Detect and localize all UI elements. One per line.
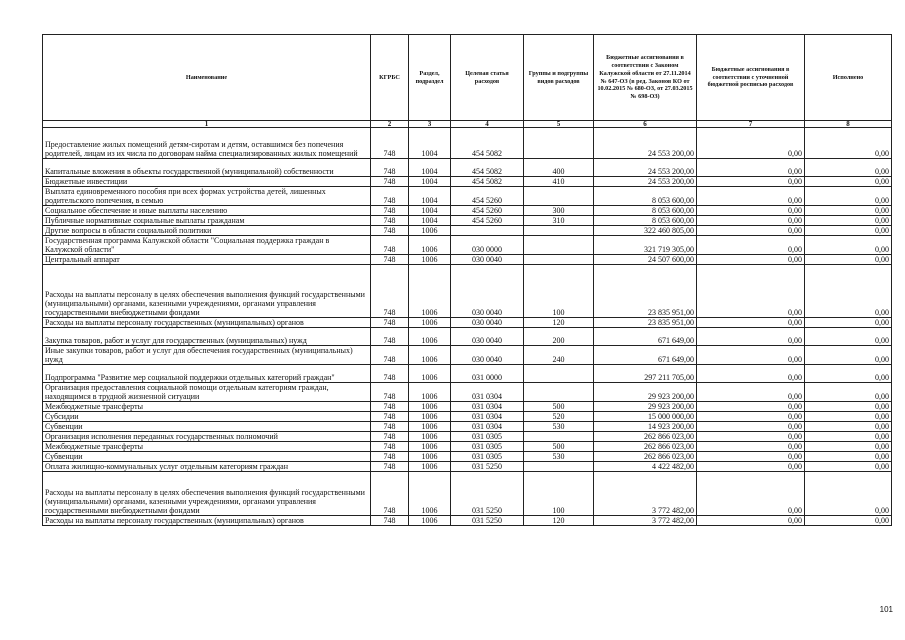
row-target: 031 0000 bbox=[451, 365, 524, 383]
row-budget: 29 923 200,00 bbox=[594, 402, 697, 412]
row-kgrbs: 748 bbox=[371, 383, 409, 402]
row-name: Организация предоставления социальной помощи отдельным категориям граждан, находящимся в трудной жизненной ситуации bbox=[43, 383, 371, 402]
row-kgrbs: 748 bbox=[371, 432, 409, 442]
table-row bbox=[43, 265, 892, 318]
row-kgrbs: 748 bbox=[371, 128, 409, 159]
row-refined: 0,00 bbox=[697, 432, 805, 442]
table-row bbox=[43, 216, 892, 226]
column-number: 2 bbox=[371, 121, 409, 128]
row-budget: 15 000 000,00 bbox=[594, 412, 697, 422]
row-group: 520 bbox=[524, 412, 594, 422]
row-razdel: 1006 bbox=[409, 365, 451, 383]
table-row bbox=[43, 472, 892, 516]
row-refined: 0,00 bbox=[697, 177, 805, 187]
row-target: 031 0304 bbox=[451, 422, 524, 432]
row-group: 100 bbox=[524, 265, 594, 318]
row-name: Межбюджетные трансферты bbox=[43, 402, 371, 412]
row-target: 454 5082 bbox=[451, 177, 524, 187]
row-name: Другие вопросы в области социальной политики bbox=[43, 226, 371, 236]
header-budget-refined: Бюджетные ассигнования в соответствии с уточненной бюджетной росписью расходов bbox=[697, 35, 805, 121]
row-executed: 0,00 bbox=[805, 216, 892, 226]
row-name: Расходы на выплаты персоналу государственных (муниципальных) органов bbox=[43, 516, 371, 526]
row-kgrbs: 748 bbox=[371, 159, 409, 177]
row-name: Государственная программа Калужской области "Социальная поддержка граждан в Калужской области" bbox=[43, 236, 371, 255]
page-number: 101 bbox=[879, 605, 893, 614]
row-kgrbs: 748 bbox=[371, 442, 409, 452]
row-razdel: 1006 bbox=[409, 328, 451, 346]
row-razdel: 1006 bbox=[409, 236, 451, 255]
row-razdel: 1006 bbox=[409, 472, 451, 516]
row-kgrbs: 748 bbox=[371, 226, 409, 236]
header-kgrbs: КГРБС bbox=[371, 35, 409, 121]
row-executed: 0,00 bbox=[805, 472, 892, 516]
row-executed: 0,00 bbox=[805, 206, 892, 216]
row-group: 530 bbox=[524, 452, 594, 462]
table-row bbox=[43, 412, 892, 422]
row-razdel: 1006 bbox=[409, 402, 451, 412]
row-executed: 0,00 bbox=[805, 328, 892, 346]
table-header-row bbox=[43, 35, 892, 121]
column-numbers-row bbox=[43, 121, 892, 128]
row-group: 200 bbox=[524, 328, 594, 346]
row-name: Расходы на выплаты персоналу в целях обеспечения выполнения функций государственными (муниципальными) органами, казенными учреждениями, органами управления государственными внебюджетными фондами bbox=[43, 472, 371, 516]
row-refined: 0,00 bbox=[697, 442, 805, 452]
row-razdel: 1006 bbox=[409, 265, 451, 318]
table-row bbox=[43, 442, 892, 452]
table-row bbox=[43, 365, 892, 383]
table-row bbox=[43, 177, 892, 187]
row-budget: 322 460 805,00 bbox=[594, 226, 697, 236]
row-kgrbs: 748 bbox=[371, 177, 409, 187]
header-groups: Группы и подгруппы видов расходов bbox=[524, 35, 594, 121]
row-group bbox=[524, 255, 594, 265]
row-budget: 24 553 200,00 bbox=[594, 177, 697, 187]
row-name: Субсидии bbox=[43, 412, 371, 422]
row-target: 454 5260 bbox=[451, 187, 524, 206]
row-refined: 0,00 bbox=[697, 159, 805, 177]
row-executed: 0,00 bbox=[805, 383, 892, 402]
row-budget: 3 772 482,00 bbox=[594, 472, 697, 516]
row-refined: 0,00 bbox=[697, 462, 805, 472]
row-refined: 0,00 bbox=[697, 402, 805, 412]
row-budget: 23 835 951,00 bbox=[594, 318, 697, 328]
row-refined: 0,00 bbox=[697, 318, 805, 328]
row-budget: 262 866 023,00 bbox=[594, 442, 697, 452]
row-kgrbs: 748 bbox=[371, 328, 409, 346]
row-razdel: 1006 bbox=[409, 442, 451, 452]
row-group: 100 bbox=[524, 472, 594, 516]
row-executed: 0,00 bbox=[805, 402, 892, 412]
row-executed: 0,00 bbox=[805, 177, 892, 187]
row-name: Иные закупки товаров, работ и услуг для обеспечения государственных (муниципальных) нужд bbox=[43, 346, 371, 365]
table-row bbox=[43, 383, 892, 402]
header-target: Целевая статья расходов bbox=[451, 35, 524, 121]
row-kgrbs: 748 bbox=[371, 402, 409, 412]
row-refined: 0,00 bbox=[697, 328, 805, 346]
row-refined: 0,00 bbox=[697, 265, 805, 318]
row-razdel: 1004 bbox=[409, 177, 451, 187]
row-kgrbs: 748 bbox=[371, 365, 409, 383]
row-target: 031 5250 bbox=[451, 472, 524, 516]
row-name: Социальное обеспечение и иные выплаты населению bbox=[43, 206, 371, 216]
row-executed: 0,00 bbox=[805, 422, 892, 432]
row-target: 030 0040 bbox=[451, 265, 524, 318]
row-group bbox=[524, 432, 594, 442]
row-kgrbs: 748 bbox=[371, 462, 409, 472]
row-budget: 29 923 200,00 bbox=[594, 383, 697, 402]
table-row bbox=[43, 236, 892, 255]
row-executed: 0,00 bbox=[805, 432, 892, 442]
table-row bbox=[43, 255, 892, 265]
row-refined: 0,00 bbox=[697, 128, 805, 159]
table-row bbox=[43, 462, 892, 472]
row-group: 120 bbox=[524, 516, 594, 526]
header-budget-law: Бюджетные ассигнования в соответствии с Законом Калужской области от 27.11.2014 № 647-ОЗ (в ред. Законов КО от 10.02.2015 № 680-ОЗ, от 27.03.2015 № 698-ОЗ) bbox=[594, 35, 697, 121]
row-executed: 0,00 bbox=[805, 412, 892, 422]
table-row bbox=[43, 432, 892, 442]
row-executed: 0,00 bbox=[805, 236, 892, 255]
row-refined: 0,00 bbox=[697, 365, 805, 383]
row-name: Выплата единовременного пособия при всех формах устройства детей, лишенных родительского попечения, в семью bbox=[43, 187, 371, 206]
row-group: 500 bbox=[524, 402, 594, 412]
row-group: 300 bbox=[524, 206, 594, 216]
row-refined: 0,00 bbox=[697, 452, 805, 462]
row-name: Публичные нормативные социальные выплаты гражданам bbox=[43, 216, 371, 226]
row-target: 031 5250 bbox=[451, 516, 524, 526]
row-name: Субвенции bbox=[43, 422, 371, 432]
row-executed: 0,00 bbox=[805, 442, 892, 452]
row-name: Капитальные вложения в объекты государственной (муниципальной) собственности bbox=[43, 159, 371, 177]
table-row bbox=[43, 187, 892, 206]
row-budget: 24 553 200,00 bbox=[594, 159, 697, 177]
row-executed: 0,00 bbox=[805, 516, 892, 526]
row-group: 400 bbox=[524, 159, 594, 177]
row-budget: 8 053 600,00 bbox=[594, 187, 697, 206]
header-name: Наименование bbox=[43, 35, 371, 121]
row-target: 030 0040 bbox=[451, 346, 524, 365]
row-executed: 0,00 bbox=[805, 159, 892, 177]
row-group bbox=[524, 226, 594, 236]
row-refined: 0,00 bbox=[697, 226, 805, 236]
row-kgrbs: 748 bbox=[371, 236, 409, 255]
row-name: Межбюджетные трансферты bbox=[43, 442, 371, 452]
row-razdel: 1006 bbox=[409, 462, 451, 472]
row-target: 031 0305 bbox=[451, 432, 524, 442]
row-budget: 8 053 600,00 bbox=[594, 216, 697, 226]
row-name: Подпрограмма "Развитие мер социальной поддержки отдельных категорий граждан" bbox=[43, 365, 371, 383]
column-number: 7 bbox=[697, 121, 805, 128]
row-target: 454 5082 bbox=[451, 128, 524, 159]
row-kgrbs: 748 bbox=[371, 412, 409, 422]
row-refined: 0,00 bbox=[697, 216, 805, 226]
row-kgrbs: 748 bbox=[371, 422, 409, 432]
row-target: 031 0304 bbox=[451, 412, 524, 422]
row-target: 454 5260 bbox=[451, 216, 524, 226]
column-number: 5 bbox=[524, 121, 594, 128]
row-target: 030 0000 bbox=[451, 236, 524, 255]
row-kgrbs: 748 bbox=[371, 206, 409, 216]
row-group: 530 bbox=[524, 422, 594, 432]
row-kgrbs: 748 bbox=[371, 516, 409, 526]
table-row bbox=[43, 128, 892, 159]
row-group: 500 bbox=[524, 442, 594, 452]
row-executed: 0,00 bbox=[805, 365, 892, 383]
row-razdel: 1006 bbox=[409, 318, 451, 328]
row-razdel: 1004 bbox=[409, 216, 451, 226]
row-refined: 0,00 bbox=[697, 187, 805, 206]
row-target: 030 0040 bbox=[451, 328, 524, 346]
row-budget: 671 649,00 bbox=[594, 346, 697, 365]
row-executed: 0,00 bbox=[805, 462, 892, 472]
table-row bbox=[43, 402, 892, 412]
budget-table bbox=[42, 34, 892, 526]
row-name: Предоставление жилых помещений детям-сиротам и детям, оставшимся без попечения родителей, лицам из их числа по договорам найма специализированных жилых помещений bbox=[43, 128, 371, 159]
row-group bbox=[524, 365, 594, 383]
column-number: 8 bbox=[805, 121, 892, 128]
row-name: Расходы на выплаты персоналу в целях обеспечения выполнения функций государственными (муниципальными) органами, казенными учреждениями, органами управления государственными внебюджетными фондами bbox=[43, 265, 371, 318]
row-name: Закупка товаров, работ и услуг для государственных (муниципальных) нужд bbox=[43, 328, 371, 346]
row-executed: 0,00 bbox=[805, 187, 892, 206]
row-target: 030 0040 bbox=[451, 255, 524, 265]
header-executed: Исполнено bbox=[805, 35, 892, 121]
row-budget: 8 053 600,00 bbox=[594, 206, 697, 216]
header-razdel: Раздел, подраздел bbox=[409, 35, 451, 121]
row-razdel: 1004 bbox=[409, 128, 451, 159]
row-refined: 0,00 bbox=[697, 422, 805, 432]
row-razdel: 1006 bbox=[409, 383, 451, 402]
row-refined: 0,00 bbox=[697, 383, 805, 402]
row-razdel: 1004 bbox=[409, 187, 451, 206]
row-kgrbs: 748 bbox=[371, 472, 409, 516]
row-kgrbs: 748 bbox=[371, 452, 409, 462]
column-number: 3 bbox=[409, 121, 451, 128]
row-refined: 0,00 bbox=[697, 206, 805, 216]
table-row bbox=[43, 516, 892, 526]
row-target: 031 0305 bbox=[451, 442, 524, 452]
table-row bbox=[43, 328, 892, 346]
row-group bbox=[524, 462, 594, 472]
table-row bbox=[43, 422, 892, 432]
column-number: 1 bbox=[43, 121, 371, 128]
column-number: 4 bbox=[451, 121, 524, 128]
row-group bbox=[524, 383, 594, 402]
row-razdel: 1006 bbox=[409, 412, 451, 422]
row-budget: 24 507 600,00 bbox=[594, 255, 697, 265]
row-razdel: 1006 bbox=[409, 346, 451, 365]
table-row bbox=[43, 452, 892, 462]
row-target: 030 0040 bbox=[451, 318, 524, 328]
row-target: 031 5250 bbox=[451, 462, 524, 472]
row-budget: 297 211 705,00 bbox=[594, 365, 697, 383]
row-kgrbs: 748 bbox=[371, 187, 409, 206]
row-group: 120 bbox=[524, 318, 594, 328]
row-name: Центральный аппарат bbox=[43, 255, 371, 265]
row-razdel: 1006 bbox=[409, 452, 451, 462]
row-group: 310 bbox=[524, 216, 594, 226]
row-razdel: 1006 bbox=[409, 516, 451, 526]
row-name: Расходы на выплаты персоналу государственных (муниципальных) органов bbox=[43, 318, 371, 328]
row-razdel: 1004 bbox=[409, 159, 451, 177]
row-name: Оплата жилищно-коммунальных услуг отдельным категориям граждан bbox=[43, 462, 371, 472]
row-budget: 23 835 951,00 bbox=[594, 265, 697, 318]
row-executed: 0,00 bbox=[805, 226, 892, 236]
row-refined: 0,00 bbox=[697, 412, 805, 422]
table-body bbox=[43, 128, 892, 526]
row-budget: 262 866 023,00 bbox=[594, 452, 697, 462]
row-kgrbs: 748 bbox=[371, 318, 409, 328]
row-executed: 0,00 bbox=[805, 128, 892, 159]
table-row bbox=[43, 159, 892, 177]
row-target: 031 0304 bbox=[451, 383, 524, 402]
row-refined: 0,00 bbox=[697, 346, 805, 365]
column-number: 6 bbox=[594, 121, 697, 128]
table-row bbox=[43, 346, 892, 365]
row-razdel: 1006 bbox=[409, 226, 451, 236]
row-budget: 321 719 305,00 bbox=[594, 236, 697, 255]
row-kgrbs: 748 bbox=[371, 265, 409, 318]
row-budget: 14 923 200,00 bbox=[594, 422, 697, 432]
table-row bbox=[43, 226, 892, 236]
row-name: Бюджетные инвестиции bbox=[43, 177, 371, 187]
row-refined: 0,00 bbox=[697, 472, 805, 516]
row-budget: 4 422 482,00 bbox=[594, 462, 697, 472]
row-group: 240 bbox=[524, 346, 594, 365]
row-razdel: 1004 bbox=[409, 206, 451, 216]
row-budget: 671 649,00 bbox=[594, 328, 697, 346]
row-target: 454 5260 bbox=[451, 206, 524, 216]
row-target: 031 0304 bbox=[451, 402, 524, 412]
row-name: Организация исполнения переданных государственных полномочий bbox=[43, 432, 371, 442]
row-executed: 0,00 bbox=[805, 255, 892, 265]
row-group: 410 bbox=[524, 177, 594, 187]
row-razdel: 1006 bbox=[409, 255, 451, 265]
row-executed: 0,00 bbox=[805, 452, 892, 462]
row-refined: 0,00 bbox=[697, 255, 805, 265]
row-target: 031 0305 bbox=[451, 452, 524, 462]
row-executed: 0,00 bbox=[805, 318, 892, 328]
row-refined: 0,00 bbox=[697, 516, 805, 526]
row-kgrbs: 748 bbox=[371, 255, 409, 265]
row-kgrbs: 748 bbox=[371, 216, 409, 226]
row-group bbox=[524, 187, 594, 206]
row-budget: 3 772 482,00 bbox=[594, 516, 697, 526]
row-budget: 24 553 200,00 bbox=[594, 128, 697, 159]
row-executed: 0,00 bbox=[805, 346, 892, 365]
row-razdel: 1006 bbox=[409, 422, 451, 432]
row-target: 454 5082 bbox=[451, 159, 524, 177]
row-name: Субвенции bbox=[43, 452, 371, 462]
row-target bbox=[451, 226, 524, 236]
row-kgrbs: 748 bbox=[371, 346, 409, 365]
row-executed: 0,00 bbox=[805, 265, 892, 318]
table-row bbox=[43, 206, 892, 216]
row-razdel: 1006 bbox=[409, 432, 451, 442]
row-group bbox=[524, 236, 594, 255]
row-refined: 0,00 bbox=[697, 236, 805, 255]
row-budget: 262 866 023,00 bbox=[594, 432, 697, 442]
table-row bbox=[43, 318, 892, 328]
row-group bbox=[524, 128, 594, 159]
